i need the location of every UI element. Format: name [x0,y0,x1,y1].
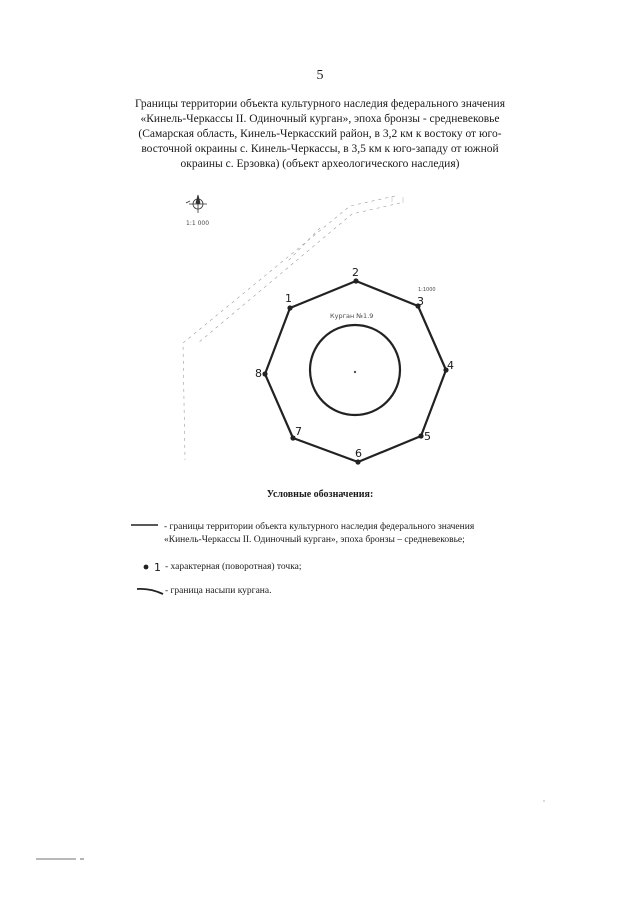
vertex-marker [418,433,423,438]
vertex-label-8: 8 [255,367,262,380]
page-number: 5 [316,68,324,83]
legend-point-text: - характерная (поворотная) точка; [165,562,302,572]
vertex-marker [262,371,267,376]
title-line: восточной окраины с. Кинель-Черкассы, в 3,5 км к юго-западу от южной [141,143,499,155]
vertex-marker [353,278,358,283]
vertex-label-6: 6 [355,447,362,460]
corner-mark: 1:1000 [418,287,436,293]
scale-label: 1:1 000 [186,220,210,227]
vertex-marker [355,459,360,464]
legend-boundary-line: «Кинель-Черкассы II. Одиночный курган», эпоха бронзы – средневековье; [164,535,465,545]
vertex-label-5: 5 [424,430,431,443]
title-line: (Самарская область, Кинель-Черкасский район, в 3,2 км к востоку от юго- [138,128,502,140]
vertex-label-3: 3 [417,295,424,308]
title-line: Границы территории объекта культурного наследия федерального значения [135,98,505,110]
vertex-label-4: 4 [447,359,454,372]
mound-label: Курган №1.9 [330,312,374,320]
legend-boundary-text [164,521,474,547]
background-dashed-lines [183,196,400,460]
legend-mound-text: - граница насыпи кургана. [165,586,272,596]
compass-icon [186,195,207,213]
title-line: окраины с. Ерзовка) (объект археологического наследия) [180,158,460,170]
legend-point-symbol [144,565,149,570]
title-line: «Кинель-Черкассы II. Одиночный курган», эпоха бронзы - средневековье [140,113,500,125]
vertex-marker [287,305,292,310]
vertex-label-7: 7 [295,425,302,438]
mound-boundary-circle [310,325,400,415]
mound-center-marker [354,371,356,373]
edge-speck [543,800,544,801]
vertex-label-1: 1 [285,292,292,305]
corner-tick-marks [392,196,403,203]
legend-heading: Условные обозначения: [266,489,374,500]
legend-boundary-line: - границы территории объекта культурного наследия федерального значения [164,522,475,532]
legend-point-number: 1 [154,561,161,574]
legend-mound-symbol [137,589,163,594]
vertex-label-2: 2 [352,266,359,279]
